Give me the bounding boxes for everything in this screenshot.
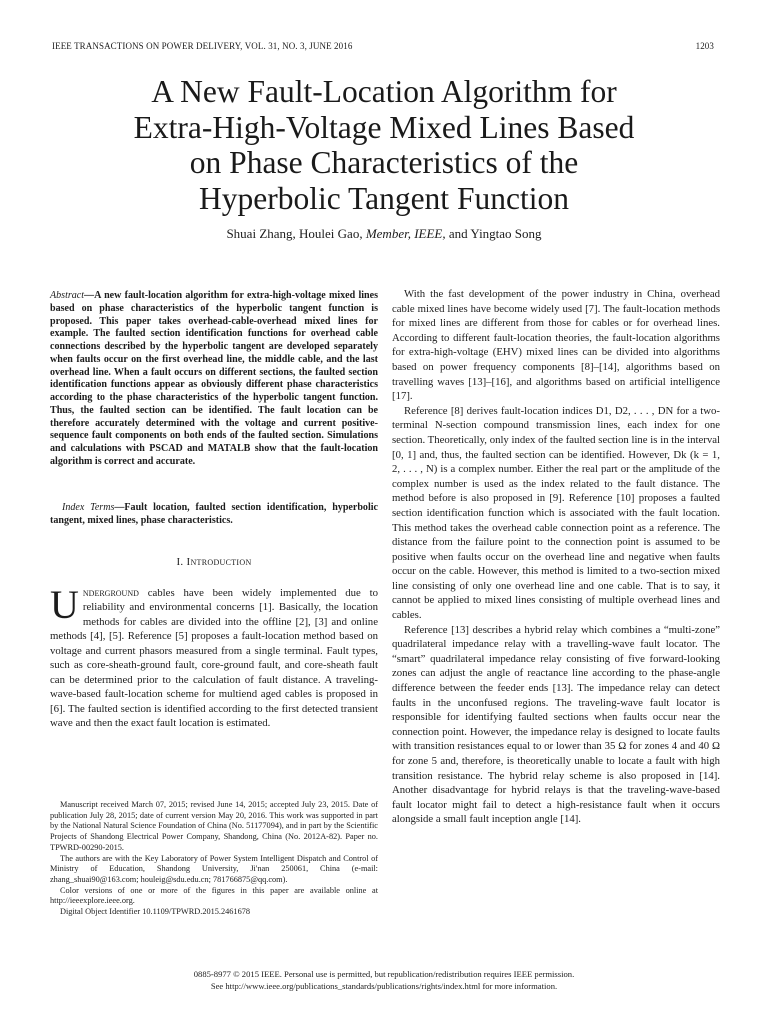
title-line: on Phase Characteristics of the — [189, 145, 579, 180]
index-terms-label: Index Terms — [62, 502, 115, 513]
title-line: Extra-High-Voltage Mixed Lines Based — [133, 109, 635, 145]
author-membership: Member, IEEE, — [365, 226, 446, 241]
abstract-label: Abstract — [50, 290, 85, 301]
footnote-color: Color versions of one or more of the figures in this paper are available online at http://ieeexplore.ieee.org. — [50, 885, 378, 906]
author-list — [60, 226, 708, 242]
footnote-doi: Digital Object Identifier 10.1109/TPWRD.2015.2461678 — [60, 907, 251, 917]
title-line: Hyperbolic Tangent Function — [199, 180, 569, 216]
page-number: 1203 — [695, 41, 714, 51]
copyright-notice — [50, 968, 718, 992]
footnotes — [50, 800, 378, 918]
drop-cap: U — [50, 582, 79, 627]
index-terms — [50, 502, 378, 528]
footnote-affiliation: The authors are with the Key Laboratory of Power System Intelligent Dispatch and Control of Ministry of Education, Shandong University, Ji'nan 250061, China (e-mail: zhang_shuai90@163.com; houleig@sdu.edu.cn; 781766875@qq.com). — [50, 853, 378, 884]
index-terms-text: Fault location, faulted section identification, hyperbolic tangent, mixed lines, phase characteristics. — [50, 502, 378, 526]
intro-lead-word: nderground — [82, 587, 139, 599]
title-line: A New Fault-Location Algorithm for — [151, 74, 617, 109]
body-paragraph: Reference [13] describes a hybrid relay which combines a “multi-zone” quadrilateral impedance relay with a travelling-wave fault locator. The “smart” quadrilateral impedance relay consisting of five forward-looking zones can adjust the angle of reactance line according to the phase-angle difference between the feeder ends [13]. The impedance relay can detect faults in the unconfused regions. The traveling-wave fault locator is responsible for identifying faulted sections when faults occur near the connection point. However, the impedance relay is designed to locate faults with transition resistances equal to or lower than 35 Ω for zones 4 and 40 Ω for zone 5 and, therefore, is theoretically unable to locate a fault with high transition resistance. The hybrid relay scheme is also proposed in [14]. Another disadvantage for hybrid relays is that the traveling-wave-based fault locator might fail to detect a high-resistance fault when it occurs alongside a small fault inception angle [14]. — [392, 623, 720, 826]
journal-citation: IEEE TRANSACTIONS ON POWER DELIVERY, VOL. 31, NO. 3, JUNE 2016 — [52, 41, 353, 51]
abstract-dash: — — [84, 290, 95, 301]
index-terms-dash: — — [114, 502, 125, 513]
footnote-manuscript: Manuscript received March 07, 2015; revised June 14, 2015; accepted July 23, 2015. Date of publication July 28, 2015; date of current version May 20, 2016. This work was supported in part by the National Natural Science Foundation of China (No. 51177094), and in part by the Scientific Projects of Shandong Electrical Power Company, Shandong, China (No. 2012A-82). Paper no. TPWRD-00290-2015. — [50, 800, 378, 852]
author-names: Shuai Zhang, Houlei Gao, — [226, 226, 363, 241]
author-last: and Yingtao Song — [448, 226, 542, 241]
right-column — [392, 287, 720, 827]
body-paragraph: Reference [8] derives fault-location indices D1, D2, . . . , DN for a two-terminal N-section compound transmission lines, each index for one section. Theoretically, only index of the faulted section line is in the interval [0, 1] and, thus, the faulted section can be identified. However, Dk (k = 1, 2, . . . , N) is a complex number. Either the real part or the amplitude of the complex number is used as the index related to the fault distance. The method before is also proposed in [9]. Reference [10] proposes a faulted section identification function which is associated with the fault location. This method takes the overhead cable connection point as a reference. The distance from the failure point to the connection point is assumed to be positive when faults occur on the overhead line and negative when faults occur on the cable. However, this method is limited to a two-section mixed line consisting of only one overhead line and one cable. That is to say, it cannot be applied to mixed lines consisting of multiple overhead lines and cables. — [392, 404, 720, 622]
abstract — [50, 290, 378, 469]
rights-link-line: See http://www.ieee.org/publications_standards/publications/rights/index.html for more information. — [210, 981, 558, 991]
section-number: I. — [176, 556, 184, 568]
section-title: Introduction — [186, 556, 252, 568]
paper-title — [60, 74, 708, 216]
body-paragraph: With the fast development of the power industry in China, overhead cable mixed lines have become widely used [7]. The fault-location methods for mixed lines are different from those for cables or for overhead lines. According to different fault-location theories, the fault-location algorithms for extra-high-voltage (EHV) mixed lines can be divided into algorithms based on power frequency components [8]–[14], algorithms based on travelling waves [13]–[16], and algorithms based on artificial intelligence [17]. — [392, 288, 720, 403]
running-head — [52, 41, 714, 51]
intro-text: cables have been widely implemented due to reliability and environmental concerns [1]. Basically, the location methods for cables are divided into the offline [2], [3] and online methods [4], [5]. Reference [5] proposes a fault-location method based on voltage and current phasors measured from a single terminal. Fault types, such as core-sheath-ground fault, core-ground fault, and core-sheath fault can be determined prior to the calculation of fault distance. A traveling-wave-based fault-location scheme for multiend aged cables is proposed in [6]. The faulted section is identified according to the first detected transient wave and then the exact fault location is estimated. — [50, 587, 378, 730]
introduction-paragraph — [50, 582, 378, 731]
copyright-line: 0885-8977 © 2015 IEEE. Personal use is permitted, but republication/redistribution requires IEEE permission. — [193, 969, 575, 979]
section-heading — [50, 556, 378, 568]
abstract-text: A new fault-location algorithm for extra-high-voltage mixed lines based on phase characteristics of the hyperbolic tangent function is proposed. This paper takes overhead-cable-overhead mixed lines for example. The faulted section identification functions for overhead cable connections described by the hyperbolic tangent are developed separately when faults occur on the first overhead line, the middle cable, and the last overhead line. When a fault occurs on different sections, the faulted section identification functions appear as obviously different phase characteristics according to the phase characteristics of the hyperbolic tangent function. Thus, the faulted section can be identified. The fault location can be therefore accurately determined with the voltage and current positive-sequence fault components on both ends of the faulted section. Simulations and calculations with PSCAD and MATALB show that the fault-location algorithm is correct and accurate. — [50, 290, 378, 467]
